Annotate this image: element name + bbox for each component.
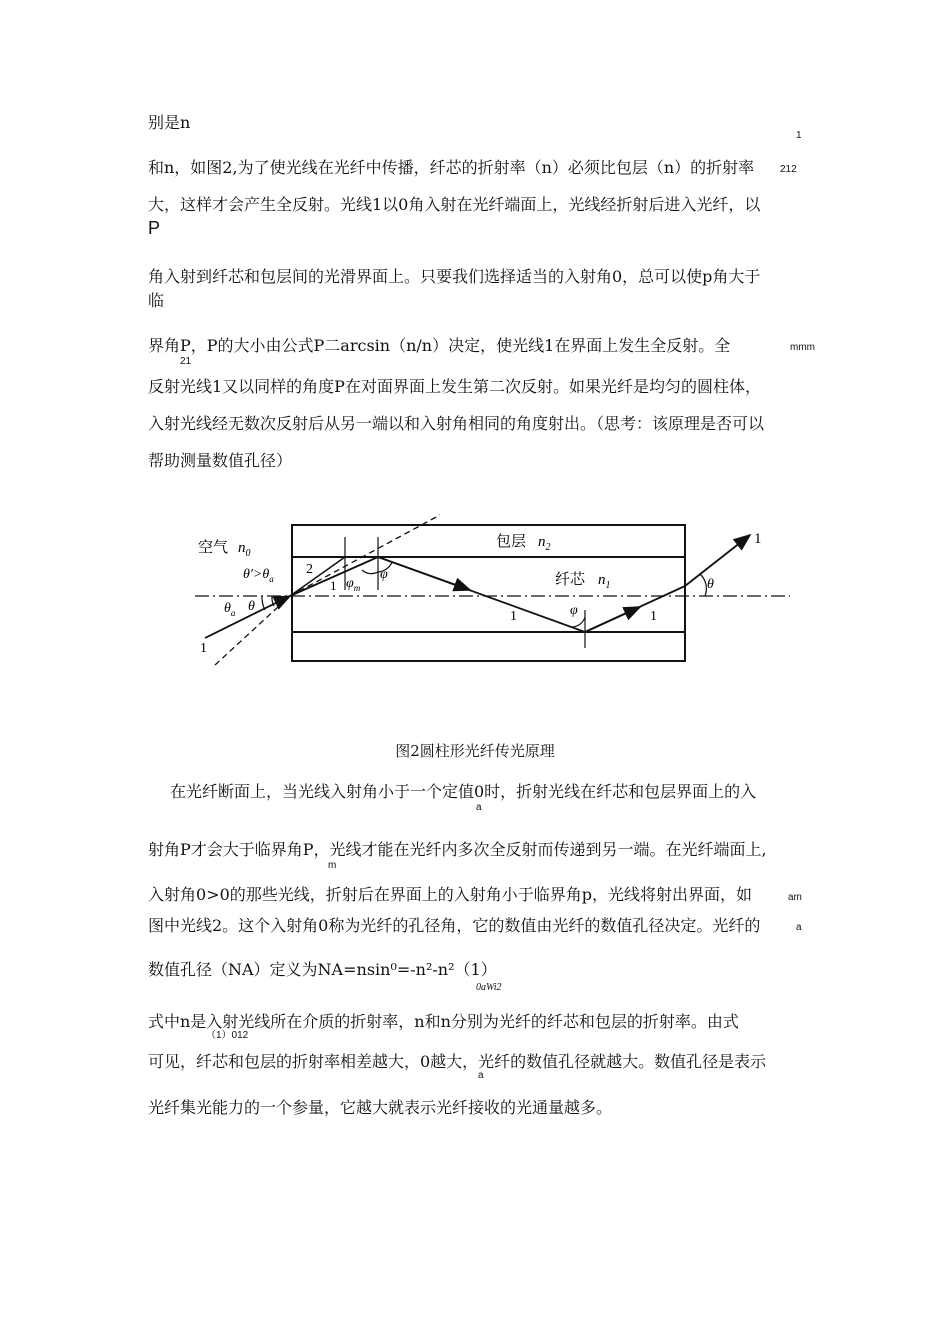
n0-label: $n_0$ (238, 540, 251, 559)
text-line: 光纤集光能力的一个参量，它越大就表示光纤接收的光通量越多。 (148, 1098, 613, 1117)
text-line: 界角P，P的大小由公式P二arcsin（n/n）决定，使光线1在界面上发生全反射。全 (148, 336, 731, 355)
subscript-note: 212 (780, 164, 797, 175)
subscript-note: a (476, 802, 482, 813)
phi-label-top: φ (380, 567, 388, 582)
phi-label-bottom: φ (570, 603, 578, 618)
text-line: 别是n (148, 113, 191, 132)
text-line: 帮助测量数值孔径） (148, 451, 293, 470)
text-line: 大，这样才会产生全反射。光线1以0角入射在光纤端面上，光线经折射后进入光纤，以 (148, 195, 761, 214)
core-label: 纤芯 (555, 572, 586, 588)
n2-label: $n_2$ (538, 534, 551, 553)
text-line: 在光纤断面上，当光线入射角小于一个定值0时，折射光线在纤芯和包层界面上的入 (170, 782, 757, 801)
subscript-note: am (788, 892, 802, 903)
cladding-label: 包层 (496, 534, 527, 550)
subscript-note: （1）012 (206, 1030, 249, 1041)
subscript-note: 0aWi2 (476, 982, 502, 993)
phi-m-label: $\varphi_m$ (346, 576, 361, 593)
subscript-note: a (478, 1070, 484, 1081)
n1-label: $n_1$ (598, 572, 611, 591)
optical-fiber-diagram (190, 510, 790, 680)
text-line: 图中光线2。这个入射角0称为光纤的孔径角，它的数值由光纤的数值孔径决定。光纤的 (148, 916, 761, 935)
text-line: 临 (148, 291, 165, 310)
text-line: 入射角0>0的那些光线，折射后在界面上的入射角小于临界角p，光线将射出界面，如 (148, 885, 753, 904)
air-label: 空气 (198, 540, 229, 556)
subscript-note: a (796, 922, 802, 933)
theta-prime-label: $\theta'>\theta_a$ (243, 567, 274, 584)
text-line: 反射光线1又以同样的角度P在对面界面上发生第二次反射。如果光纤是均匀的圆柱体， (148, 377, 761, 396)
ray-2-label: 2 (306, 562, 313, 577)
subscript-note: m (328, 860, 337, 871)
theta-label-right: θ (707, 577, 714, 592)
text-line: 式中n是入射光线所在介质的折射率，n和n分别为光纤的纤芯和包层的折射率。由式 (148, 1012, 739, 1031)
text-line: 射角P才会大于临界角P，光线才能在光纤内多次全反射而传递到另一端。在光纤端面上, (148, 840, 767, 859)
figure-caption: 图2圆柱形光纤传光原理 (395, 742, 555, 760)
text-line: P (148, 218, 161, 238)
ray-1-label-right: 1 (650, 609, 657, 624)
ray-1-label-exit: 1 (754, 531, 762, 547)
text-line: 角入射到纤芯和包层间的光滑界面上。只要我们选择适当的入射角0，总可以使p角大于 (148, 267, 761, 286)
subscript-note: 1 (796, 130, 802, 141)
ray-1-label-mid: 1 (510, 609, 517, 624)
ray-1-label-inner: 1 (330, 578, 337, 593)
subscript-note: mmm (790, 342, 815, 353)
text-line: 可见，纤芯和包层的折射率相差越大，0越大，光纤的数值孔径就越大。数值孔径是表示 (148, 1052, 767, 1071)
ray-1-label-incident: 1 (200, 641, 207, 656)
text-line: 数值孔径（NA）定义为NA=nsin⁰=-n²-n²（1） (148, 960, 497, 979)
subscript-note: 21 (180, 356, 192, 367)
theta-a-label: $\theta_a$ (224, 601, 236, 618)
text-line: 和n，如图2,为了使光线在光纤中传播，纤芯的折射率（n）必须比包层（n）的折射率 (148, 158, 755, 177)
text-line: 入射光线经无数次反射后从另一端以和入射角相同的角度射出。（思考：该原理是否可以 (148, 414, 765, 433)
theta-label-left: θ (248, 599, 255, 614)
